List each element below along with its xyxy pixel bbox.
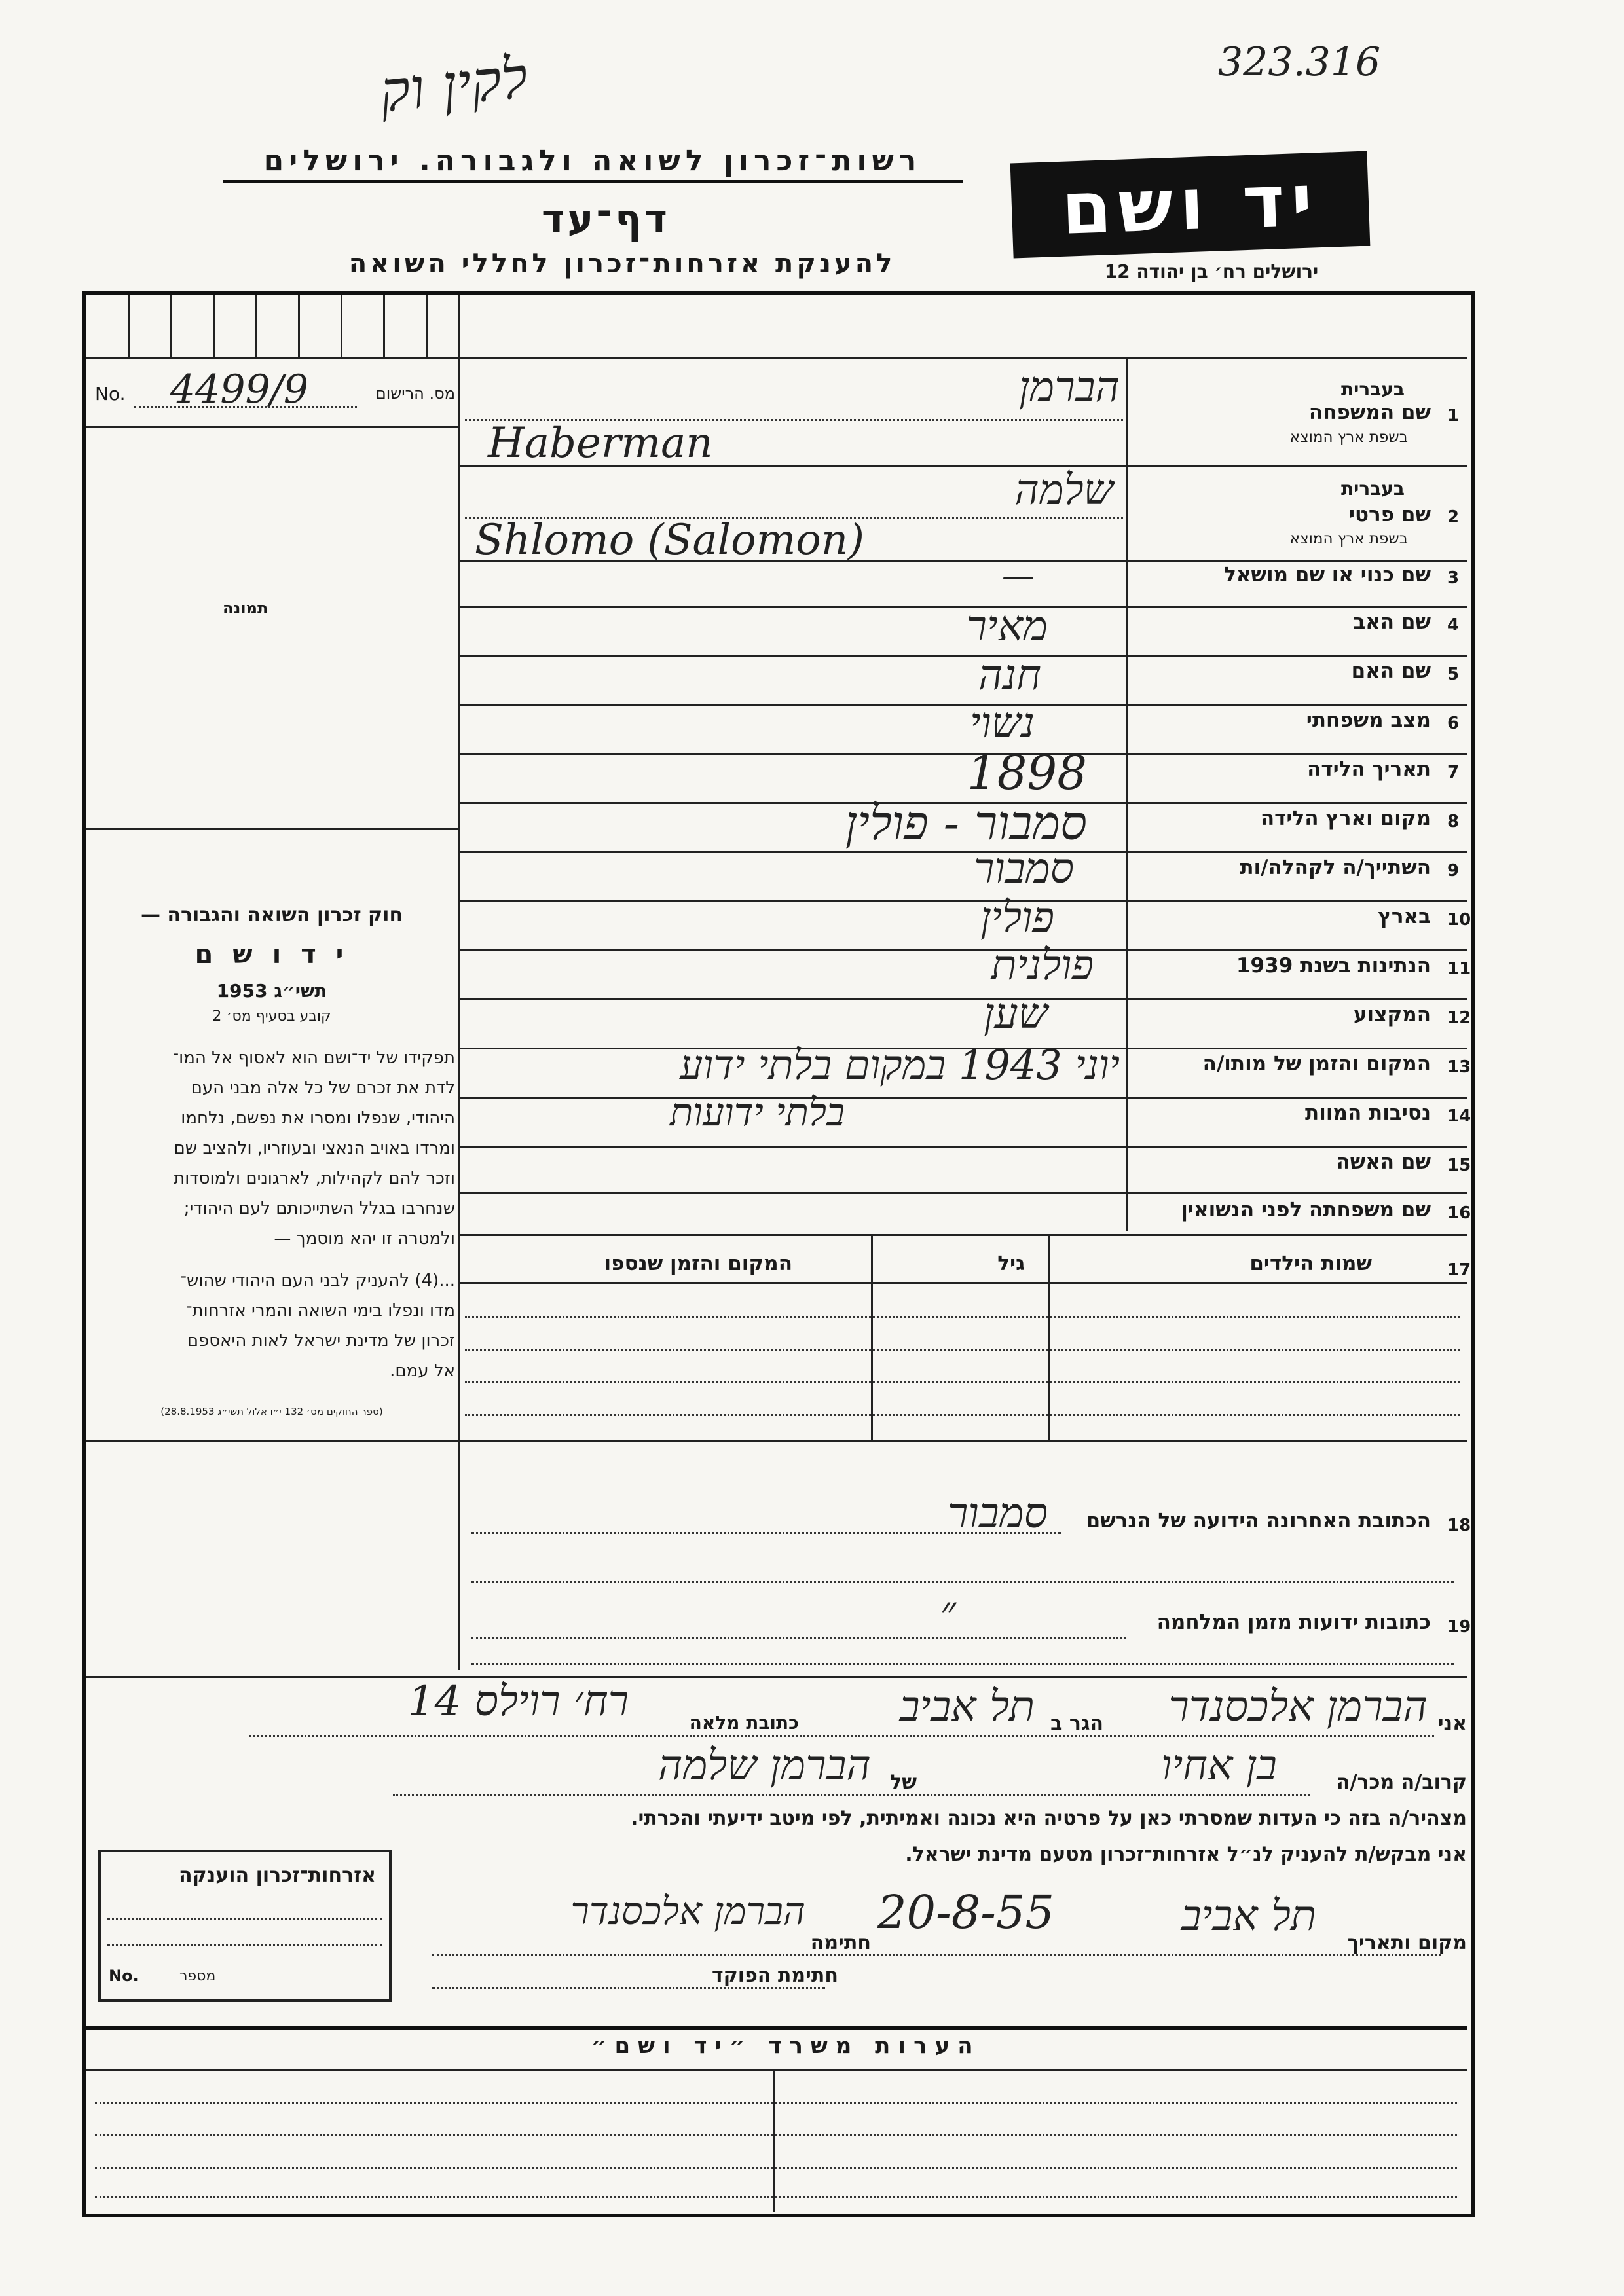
field-label-family-name: שם המשפחה — [1308, 401, 1431, 424]
deceased-name-reference: הברמן שלמה — [657, 1741, 871, 1790]
place-date-label: מקום ותאריך — [1347, 1931, 1467, 1954]
field-label-marital-status: מצב משפחתי — [1306, 708, 1431, 732]
field-value-first-name-native: Shlomo (Salomon) — [475, 516, 864, 564]
form-title: דף־עד — [542, 196, 670, 242]
citizenship-granted-box — [98, 1850, 392, 2002]
field-number: 13 — [1447, 1057, 1471, 1077]
law-title: חוק זכרון השואה והגבורה — — [140, 903, 403, 926]
law-citation: (ספר החוקים מס׳ 132 י״ו אלול תשי״ג 28.8.1953) — [160, 1406, 383, 1417]
field-value-death-circumstances: בלתי ידועות — [669, 1090, 845, 1135]
declaration-of-label: של — [890, 1771, 917, 1794]
field-value-family-name-native: Haberman — [488, 419, 713, 467]
registration-label: מס. הרישום — [375, 384, 455, 403]
field-number: 4 — [1447, 615, 1460, 635]
law-line: ומרדו באויב הנאצי ובעוזריו, ולהציב שם — [174, 1139, 455, 1158]
declarant-signature: הברמן אלכסנדר — [570, 1889, 805, 1933]
field-number: 15 — [1447, 1156, 1471, 1175]
field-sub-native: בשפת ארץ המוצא — [1289, 429, 1408, 446]
field-label-last-address: הכתובת האחרונה הידועה של הנרשם — [1086, 1509, 1431, 1533]
declaration-request: אני מבקש/ת להעניק לנ״ל אזרחות־זכרון מטעם מדינת ישראל. — [905, 1843, 1467, 1866]
children-header-place-time: המקום והזמן שנספו — [604, 1252, 792, 1275]
field-label-first-name: שם פרטי — [1348, 503, 1431, 526]
field-value-country: פולין — [980, 894, 1054, 942]
field-label-death-place-time: המקום והזמן של מותו/ה — [1202, 1052, 1431, 1076]
handwritten-annotation-top-left: לקין וק — [377, 45, 531, 126]
declaration-place: תל אביב — [1181, 1892, 1316, 1941]
law-line: ולמטרה זו יהא מוסמך — — [274, 1229, 455, 1248]
official-signature-label: חתימת הפוקד — [712, 1964, 838, 1987]
law-excerpt — [88, 903, 455, 1417]
field-label-citizenship-1939: הנתינות בשנת 1939 — [1236, 954, 1431, 977]
field-value-birth-place: סמבור - פולין — [845, 795, 1087, 850]
field-label-birth-place: מקום וארץ הלידה — [1260, 807, 1431, 830]
field-number: 7 — [1447, 763, 1460, 782]
law-line: זכרון של מדינת ישראל לאות היאספם — [187, 1331, 455, 1351]
law-line: שנחרבו בגלל השתייכותם לעם היהודי; — [183, 1199, 455, 1218]
photo-label: תמונה — [223, 599, 268, 617]
declaration-relation-label: קרוב/ה מכר/ה — [1336, 1771, 1467, 1794]
field-label-community: השתייך/ה לקהלה/ות — [1240, 856, 1431, 879]
field-number: 17 — [1447, 1260, 1471, 1280]
declarant-name: הברמן אלכסנדר — [1168, 1683, 1428, 1731]
field-number: 19 — [1447, 1617, 1471, 1637]
field-number: 16 — [1447, 1203, 1471, 1223]
field-number: 3 — [1447, 568, 1460, 588]
declarant-city: תל אביב — [899, 1683, 1035, 1731]
field-number: 5 — [1447, 665, 1460, 684]
field-sub-hebrew: בעברית — [1340, 378, 1405, 400]
declaration-lives-in: הגר ב — [1050, 1712, 1103, 1735]
citizenship-box-number-label: מספר — [179, 1968, 216, 1984]
signature-label: חתימה — [810, 1931, 871, 1954]
field-label-wife-name: שם האשה — [1336, 1150, 1431, 1174]
law-line: תפקידו של יד־ושם הוא לאסוף אל המו־ — [172, 1048, 455, 1068]
field-number: 8 — [1447, 812, 1460, 831]
field-label-father-name: שם האב — [1353, 610, 1431, 634]
law-year: תשי״ג 1953 — [216, 980, 327, 1002]
form-subtitle: להענקת אזרחות־זכרון לחללי השואה — [348, 249, 896, 279]
declarant-relation: בן אחיו — [1161, 1741, 1277, 1790]
declarant-address: רח׳ רוילס 14 — [407, 1677, 629, 1726]
field-value-community: סמבור — [974, 845, 1074, 893]
registration-no-label: No. — [95, 383, 126, 405]
office-notes-title: הערות משרד ״יד ושם״ — [591, 2033, 981, 2059]
field-label-birth-date: תאריך הלידה — [1307, 757, 1431, 781]
law-line: אל עמם. — [390, 1361, 455, 1381]
field-value-birth-date: 1898 — [967, 745, 1087, 800]
field-number: 9 — [1447, 861, 1460, 881]
citizenship-box-title: אזרחות־זכרון הוענקה — [178, 1864, 376, 1887]
organization-title: רשות־זכרון לשואה ולגבורה. ירושלים — [223, 144, 963, 183]
citizenship-box-no-label: No. — [109, 1967, 139, 1985]
law-line: מדו ונפלו בימי השואה והמרי אזרחות־ — [186, 1301, 455, 1321]
declaration-prefix: אני — [1437, 1712, 1467, 1735]
field-number: 6 — [1447, 714, 1460, 733]
field-value-profession: שען — [984, 990, 1048, 1038]
field-number: 2 — [1447, 507, 1460, 527]
field-value-father-name: מאיר — [966, 602, 1048, 651]
law-clause: קובע בסעיף מס׳ 2 — [212, 1008, 331, 1025]
declaration-address-label: כתובת מלאה — [689, 1712, 799, 1734]
field-value-nickname: — — [1002, 556, 1035, 594]
field-value-last-address: סמבור — [948, 1489, 1048, 1538]
field-number: 11 — [1447, 959, 1471, 979]
field-value-marital-status: נשוי — [969, 699, 1035, 748]
field-value-death-place-time: יוני 1943 במקום בלתי ידוע — [680, 1041, 1120, 1089]
field-sub-hebrew: בעברית — [1340, 478, 1405, 500]
field-label-mother-name: שם האם — [1351, 659, 1431, 683]
declaration-statement: מצהיר/ה בזה כי העדות שמסרתי כאן על פרטיה היא נכונה ואמיתית, לפי מיטב ידיעתי והכרתי. — [631, 1807, 1467, 1830]
field-label-profession: המקצוע — [1353, 1003, 1431, 1027]
registration-number-value: 4499/9 — [170, 367, 309, 412]
field-value-family-name-hebrew: הברמן — [1018, 363, 1120, 412]
handwritten-reference-number: 323.316 — [1218, 39, 1381, 85]
field-number: 12 — [1447, 1008, 1471, 1028]
law-line: ...(4) להעניק לבני העם היהודי שהוש־ — [180, 1271, 455, 1290]
field-label-nickname: שם כנוי או שם מושאל — [1224, 563, 1431, 587]
registration-row — [95, 367, 455, 416]
field-label-death-circumstances: נסיבות המוות — [1305, 1101, 1431, 1125]
field-value-wartime-addresses: ״ — [940, 1588, 956, 1636]
field-value-citizenship-1939: פולנית — [991, 941, 1094, 990]
field-number: 1 — [1447, 406, 1460, 426]
field-number: 18 — [1447, 1516, 1471, 1535]
declaration-date: 20-8-55 — [877, 1886, 1054, 1939]
field-value-mother-name: חנה — [978, 651, 1041, 700]
field-sub-native: בשפת ארץ המוצא — [1289, 530, 1408, 547]
field-label-wife-maiden-name: שם משפחתה לפני הנשואין — [1181, 1198, 1431, 1222]
field-number: 10 — [1447, 910, 1471, 930]
field-label-country: בארץ — [1378, 905, 1431, 928]
children-header-age: גיל — [997, 1252, 1025, 1275]
law-line: וזכר להם לקהילות, לארגונים ולמוסדות — [174, 1169, 455, 1188]
field-value-first-name-hebrew: שלמה — [1014, 466, 1113, 515]
law-line: היהודי, שנפלו ומסרו את נפשם, נלחמו — [181, 1108, 455, 1128]
field-number: 14 — [1447, 1106, 1471, 1126]
yad-vashem-logo — [1010, 151, 1371, 259]
logo-text: יד ושם — [1060, 158, 1321, 251]
law-line: לדת את זכרם של כל אלה מבני העם — [191, 1078, 455, 1098]
children-header-names: שמות הילדים — [1249, 1252, 1372, 1275]
logo-address: ירושלים רח׳ בן יהודה 12 — [1104, 261, 1319, 282]
law-name: י ד ו ש ם — [194, 939, 349, 970]
field-label-wartime-addresses: כתובות ידועות מזמן המלחמה — [1156, 1611, 1431, 1634]
